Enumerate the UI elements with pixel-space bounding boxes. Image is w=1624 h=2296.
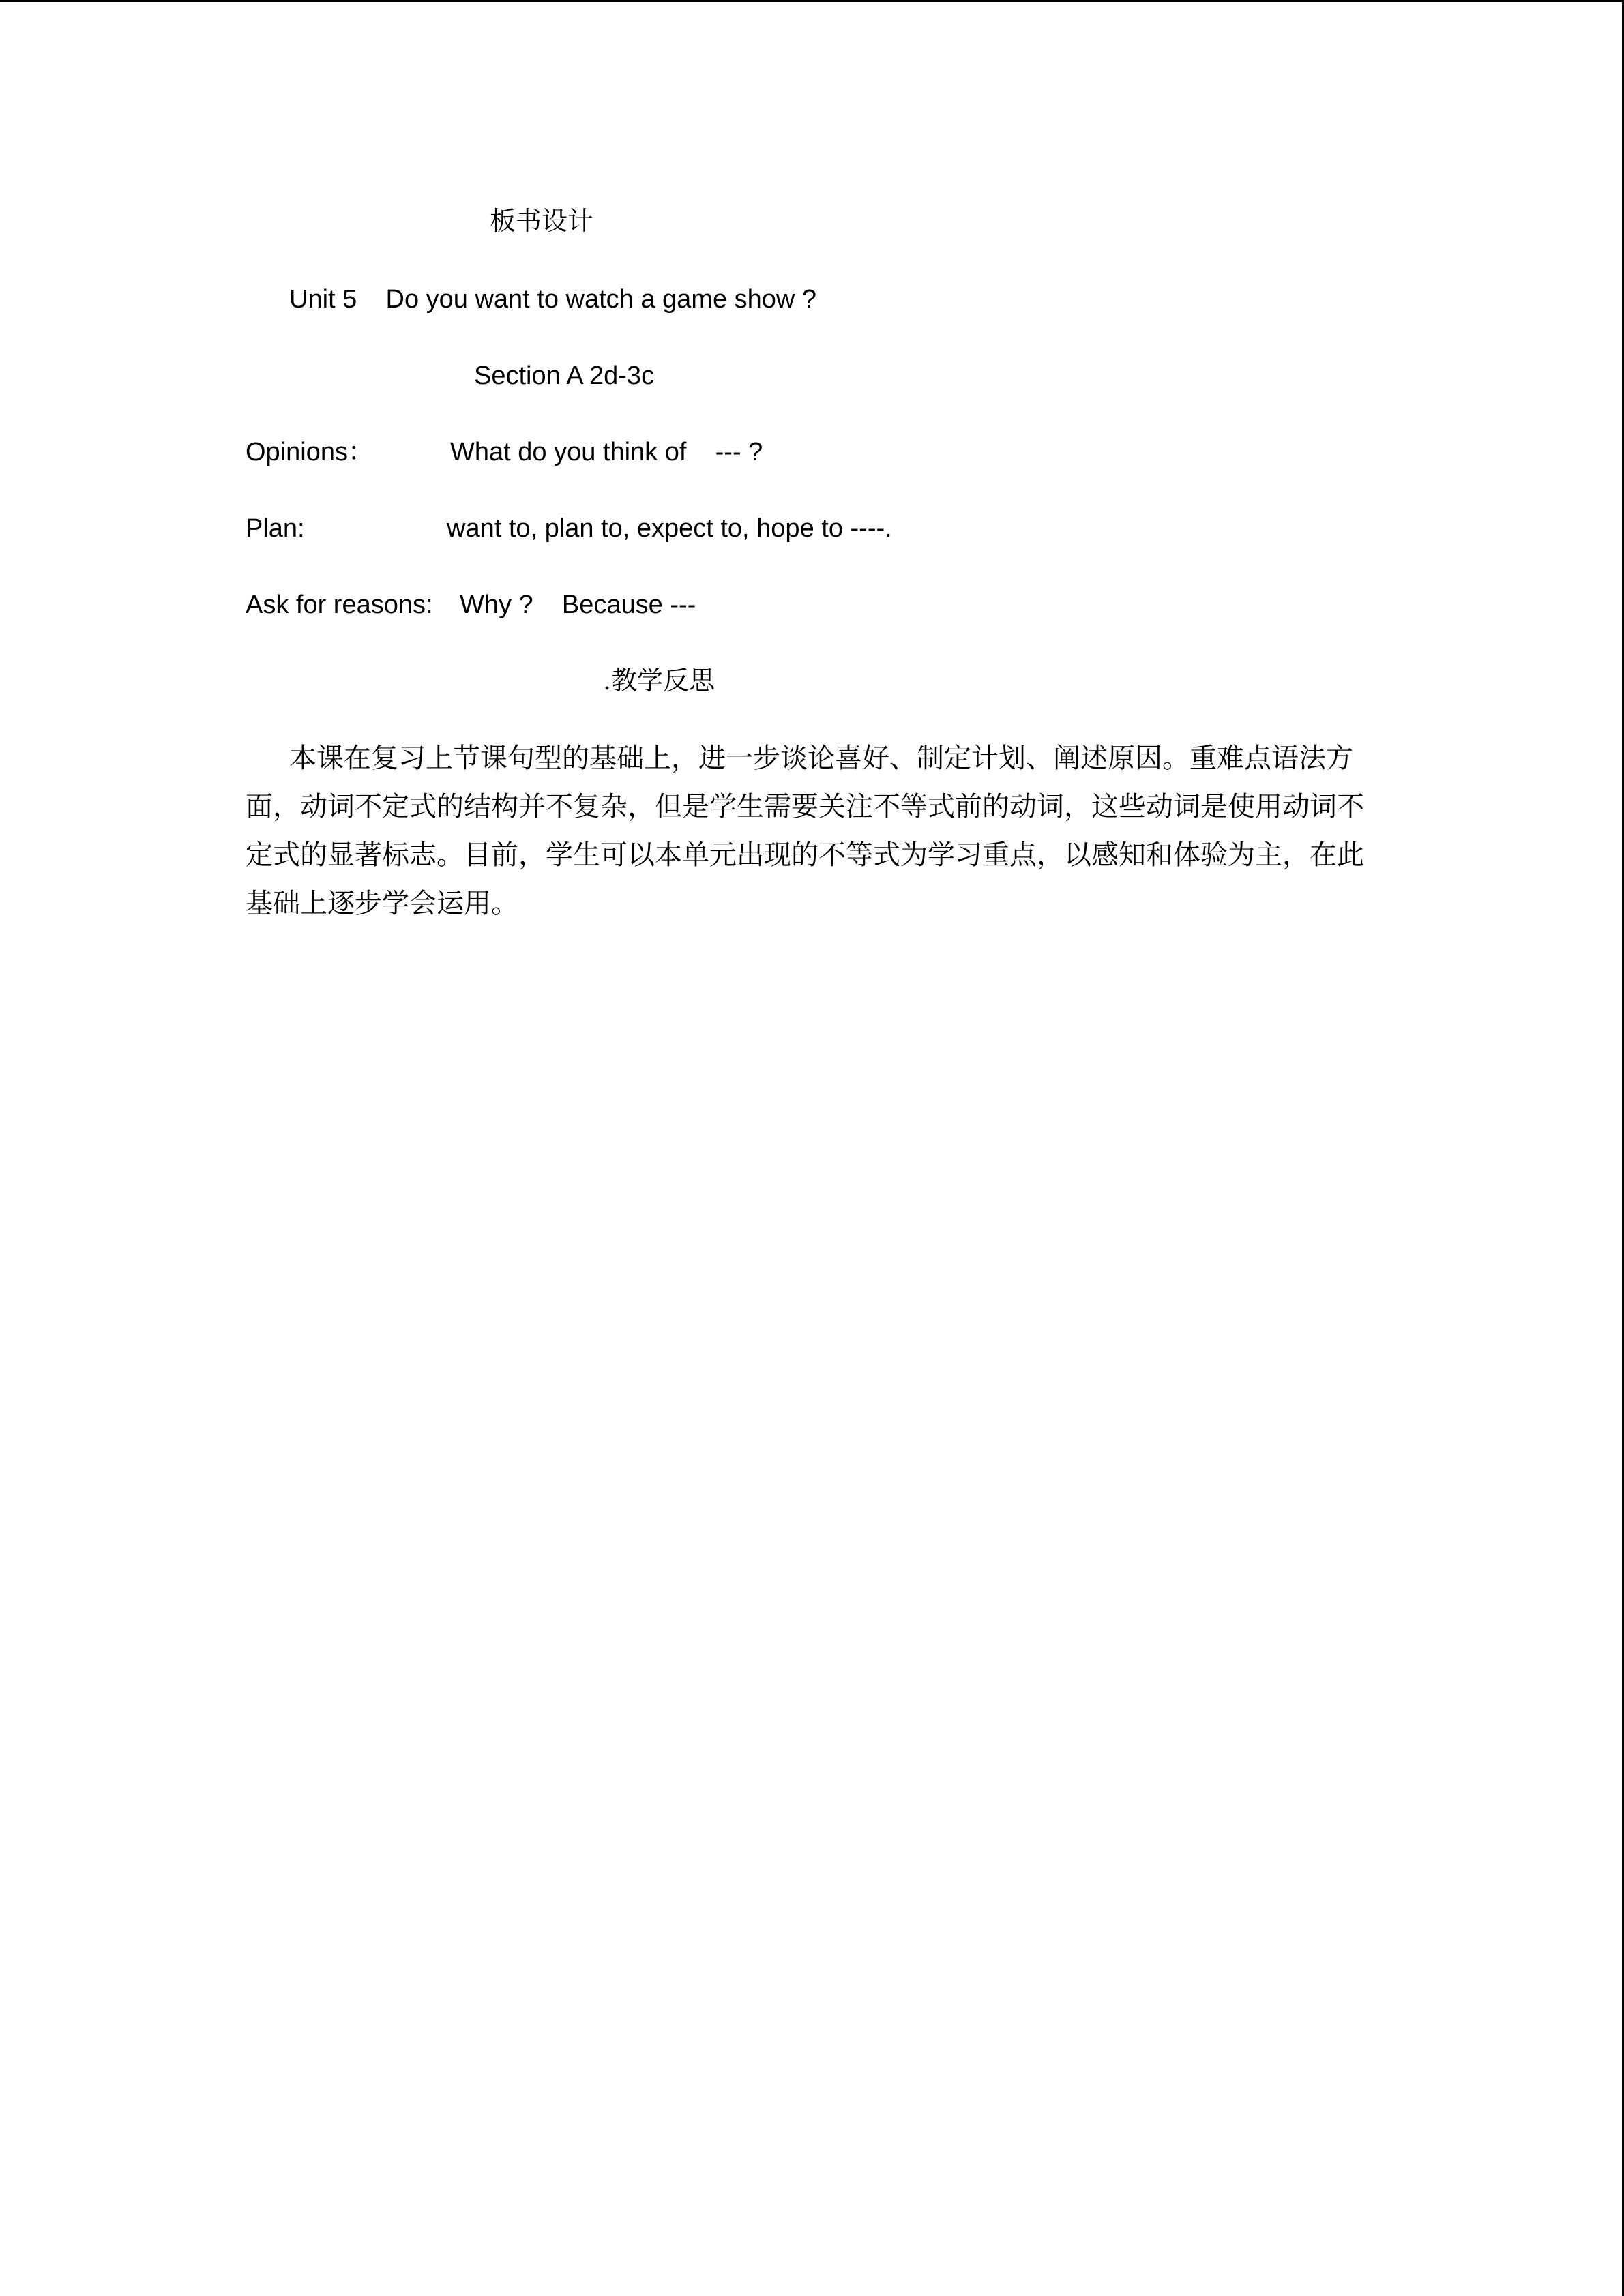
ask-for-reasons-content: Why ? Because --- <box>460 591 696 619</box>
plan-content: want to, plan to, expect to, hope to ----. <box>447 514 892 543</box>
reflection-heading: .教学反思 <box>603 666 715 696</box>
reflection-paragraph: 本课在复习上节课句型的基础上，进一步谈论喜好、制定计划、阐述原因。重难点语法方面，动词不定式的结构并不复杂，但是学生需要关注不等式前的动词，这些动词是使用动词不定式的显著标志。目前，学生可以本单元出现的不等式为学习重点，以感知和体验为主，在此基础上逐步学会运用。 <box>246 743 1364 919</box>
opinions-label: Opinions： <box>246 438 374 466</box>
ask-for-reasons-label: Ask for reasons: <box>246 591 433 619</box>
board-design-heading: 板书设计 <box>490 206 594 236</box>
section-title: Section A 2d-3c <box>474 361 655 390</box>
unit-title: Unit 5 Do you want to watch a game show ? <box>289 285 817 314</box>
opinions-content: What do you think of --- ? <box>450 438 763 466</box>
plan-label: Plan: <box>246 514 305 543</box>
